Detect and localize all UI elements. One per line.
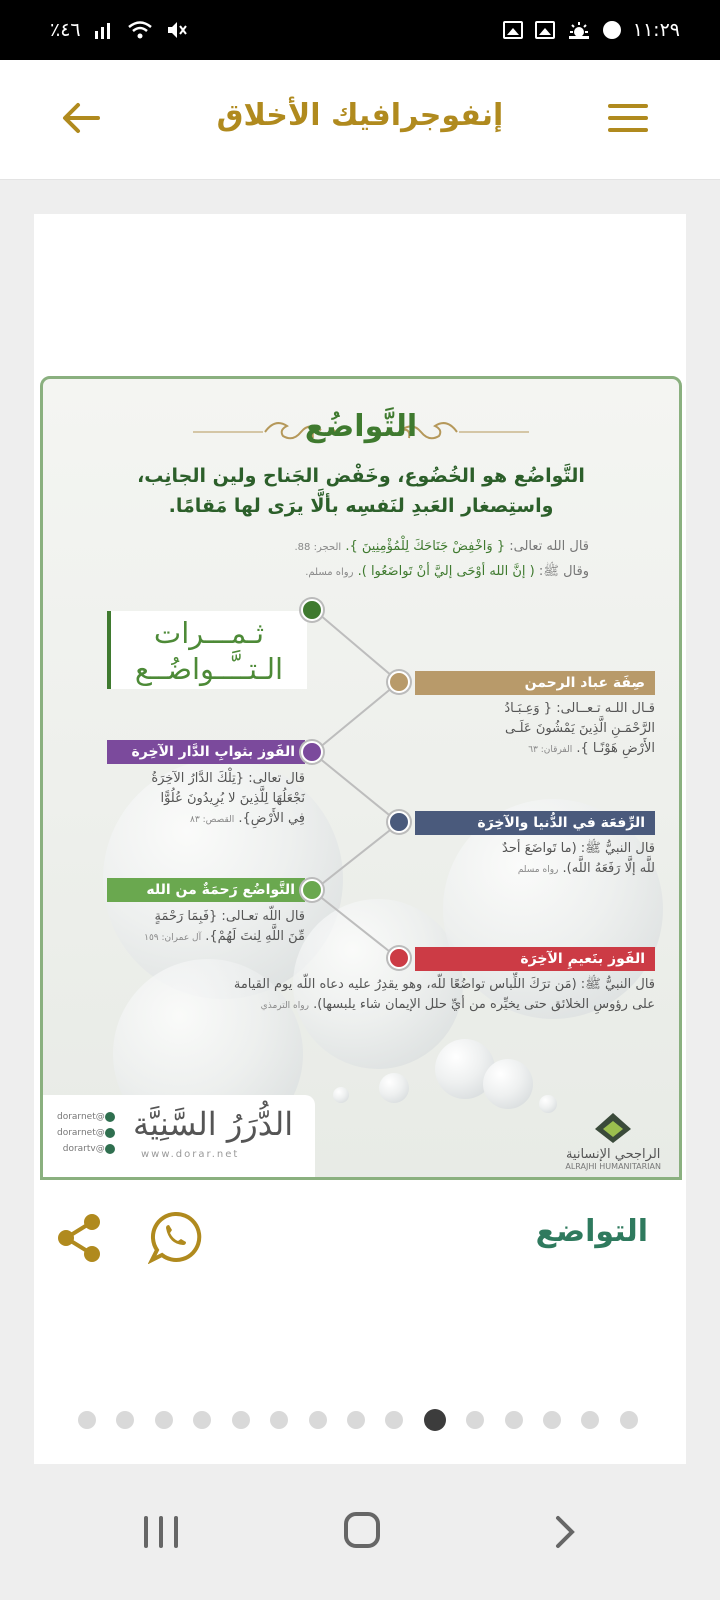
status-time: ١١:٢٩ [632, 19, 680, 41]
quote-2: وقال ﷺ: ( إنَّ الله أوْحَى إليَّ أنْ تَواضَعُوا ). رواه مسلم. [305, 564, 589, 579]
fruits-title: ثـمـــرات الـتــَّــواضُــع [107, 611, 307, 689]
page-dot[interactable] [620, 1411, 638, 1429]
page-dot[interactable] [270, 1411, 288, 1429]
item-2-label: الفَوز بثوابِ الدَّار الآخِرة [107, 740, 305, 764]
page-dot[interactable] [116, 1411, 134, 1429]
item-1-text: قـال اللـه تـعــالى: { وَعِـبَـادُ الرَّحْمَـنِ الَّذِينَ يَمْشُونَ عَلَـى الأَرْضِ هَوْنًـا }. الفرقان: ٦٣ [504, 701, 655, 756]
definition-line-2: واستِصغار العَبدِ لنَفسِه بألَّا يرَى لها مَقامًا. [168, 495, 554, 517]
item-2-circle [301, 741, 323, 763]
dorar-url: www.dorar.net [141, 1149, 240, 1160]
page-dot[interactable] [78, 1411, 96, 1429]
social-handles: @dorarnet @dorarnet @dorartv [57, 1109, 119, 1157]
messenger-icon [603, 21, 621, 39]
item-5-label: الفَوز بنَعيمِ الآخِرَة [415, 947, 655, 971]
recent-apps-icon[interactable] [144, 1516, 178, 1550]
infographic-image[interactable] [40, 376, 682, 1180]
page-title: إنفوجرافيك الأخلاق [216, 98, 504, 133]
item-1-label: صِفَة عباد الرحمن [415, 671, 655, 695]
dorar-logo: الدُّرَرُ السَّنِيَّة [133, 1105, 294, 1143]
item-4-circle [301, 879, 323, 901]
rajhi-logo-icon [593, 1111, 633, 1145]
hamburger-menu-icon[interactable] [608, 104, 648, 134]
item-4-label: التَّواضُع رَحمَةٌ من الله [107, 878, 305, 902]
item-5-circle [388, 947, 410, 969]
page-indicator[interactable] [78, 1408, 638, 1432]
definition-line-1: التَّواضُع هو الخُضُوع، وخَفْض الجَناح ولين الجانِب، [137, 465, 585, 487]
fruits-circle [301, 599, 323, 621]
page-dot[interactable] [193, 1411, 211, 1429]
sponsor-logo: الراجحي الإنسانية ALRAJHI HUMANITARIAN [565, 1111, 661, 1171]
share-icon[interactable] [52, 1210, 108, 1266]
page-dot[interactable] [309, 1411, 327, 1429]
item-4-text: قال اللّه تعـالى: {فَبِمَا رَحْمَةٍ مِّنَ اللَّهِ لِنتَ لَهُمْ}. آل عمران: ١٥٩ [144, 909, 305, 944]
wifi-icon [127, 20, 153, 40]
status-right [503, 19, 680, 41]
status-left [50, 19, 187, 41]
app-header [0, 60, 720, 180]
page-dot[interactable] [424, 1409, 446, 1431]
item-1-circle [388, 671, 410, 693]
photo-icon [535, 21, 555, 39]
weather-icon [567, 20, 591, 40]
page-dot[interactable] [232, 1411, 250, 1429]
infographic-caption: التواضع [535, 1214, 648, 1249]
quote-1: قال الله تعالى: { وَاخْفِضْ جَنَاحَكَ لِلْمُؤْمِنِينَ }. الحجر: 88. [294, 539, 589, 554]
battery-percent: ٪٤٦ [50, 19, 81, 41]
page-dot[interactable] [466, 1411, 484, 1429]
item-5-text: قال النبيُّ ﷺ: (مَن ترَكَ اللِّباس تواضُعًا للّه، وهو يقدِرُ عليه دعاه اللّه يوم القيامة على رؤوسِ الخلائق حتى يخيِّره من أيِّ حلل الإيمان شاء يلبسها). رواه الترمذي [233, 977, 655, 1012]
item-3-label: الرِّفعَة في الدُّنيا والآخِرَة [415, 811, 655, 835]
page-dot[interactable] [347, 1411, 365, 1429]
system-nav-bar [0, 1468, 720, 1600]
item-3-text: قال النبيُّ ﷺ: (ما تَواضَعَ أحدٌ للَّه إلَّا رَفَعَهُ اللَّه). رواه مسلم [502, 841, 655, 876]
page-dot[interactable] [155, 1411, 173, 1429]
status-bar [0, 0, 720, 60]
page-dot[interactable] [581, 1411, 599, 1429]
dorar-logo-box [43, 1095, 315, 1177]
mute-icon [165, 20, 187, 40]
whatsapp-icon[interactable] [148, 1210, 202, 1264]
infographic-title: التَّواضُع [304, 409, 418, 444]
item-2-text: قال تعالى: {تِلْكَ الدَّارُ الآخِرَةُ نَجْعَلُهَا لِلَّذِينَ لا يُرِيدُونَ عُلُوًّا فِي الأَرْضِ}. القصص: ٨٣ [151, 771, 305, 826]
page-dot[interactable] [505, 1411, 523, 1429]
gallery-icon [503, 21, 523, 39]
nav-back-icon[interactable] [548, 1514, 584, 1550]
page-dot[interactable] [543, 1411, 561, 1429]
home-icon[interactable] [344, 1512, 380, 1548]
signal-icon [93, 21, 115, 39]
page-dot[interactable] [385, 1411, 403, 1429]
item-3-circle [388, 811, 410, 833]
